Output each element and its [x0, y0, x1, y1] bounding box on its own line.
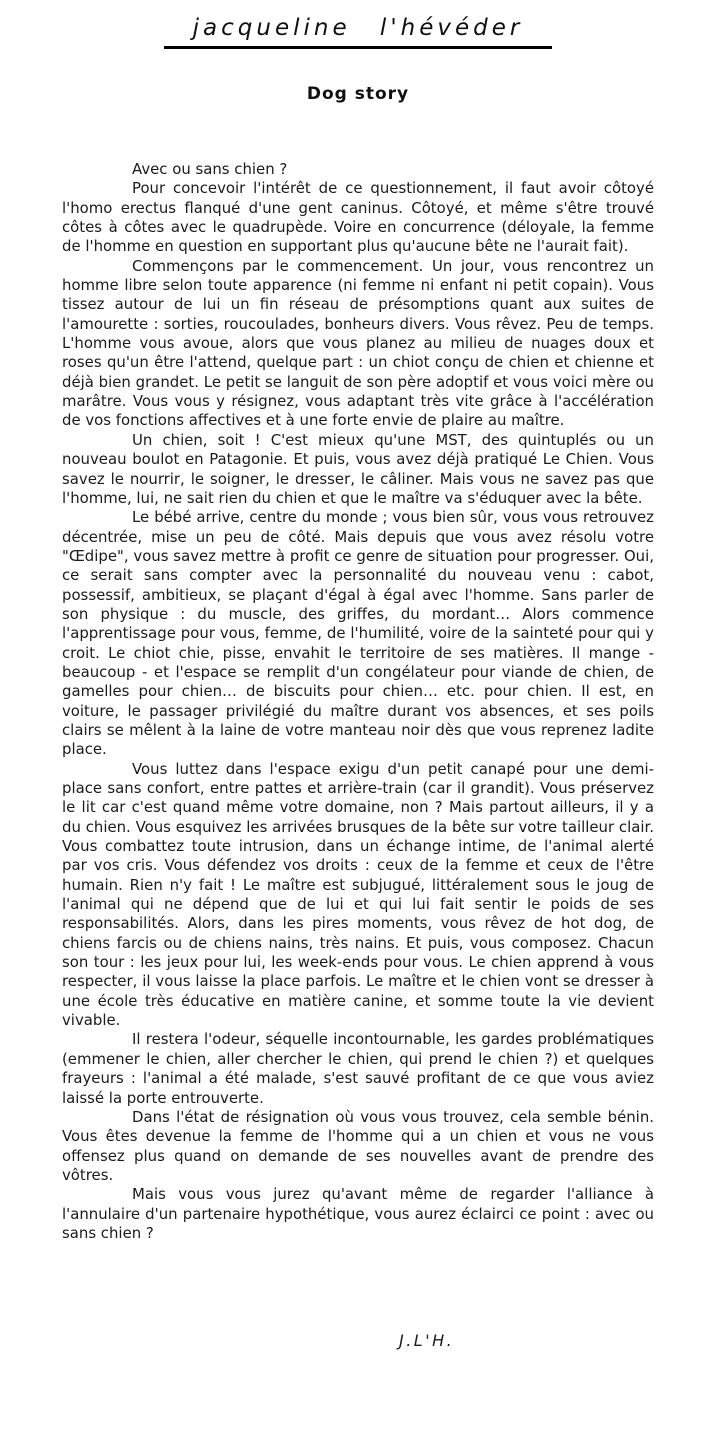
paragraph-3: Commençons par le commencement. Un jour, vous rencontrez un homme libre selon toute apparence (ni femme ni enfant ni petit copain). Vous tissez autour de lui un fin réseau de présomptions quant aux suites de l'amourette : sorties, roucoulades, bonheurs divers. Vous rêvez. Peu de temps. L'homme vous avoue, alors que vous planez au milieu de nuages doux et roses qu'un être l'attend, quelque part : un chiot conçu de chien et chienne et déjà bien grandet. Le petit se languit de son père adoptif et vous voici mère ou marâtre. Vous vous y résignez, vous adaptant très vite grâce à l'accélération de vos fonctions affectives et à une forte envie de plaire au maître.	[62, 256, 654, 430]
paragraph-9: Mais vous vous jurez qu'avant même de regarder l'alliance à l'annulaire d'un partenaire hypothétique, vous aurez éclairci ce point : avec ou sans chien ?	[62, 1185, 654, 1242]
paragraph-2: Pour concevoir l'intérêt de ce questionnement, il faut avoir côtoyé l'homo erectus flanqué d'une gent caninus. Côtoyé, et même s'être trouvé côtes à côtes avec le quadrupède. Voire en concurrence (déloyale, la femme de l'homme en question en supportant plus qu'aucune bête ne l'aurait fait).	[62, 179, 654, 256]
author-name: jacqueline l'hévéder	[192, 15, 524, 41]
paragraph-4: Un chien, soit ! C'est mieux qu'une MST, des quintuplés ou un nouveau boulot en Patagonie. Et puis, vous avez déjà pratiqué Le Chien. Vous savez le nourrir, le soigner, le dresser, le câliner. Mais vous ne savez pas que l'homme, lui, ne sait rien du chien et que le maître va s'éduquer avec la bête.	[62, 430, 654, 507]
paragraph-7: Il restera l'odeur, séquelle incontournable, les gardes problématiques (emmener le chien, aller chercher le chien, qui prend le chien ?) et quelques frayeurs : l'animal a été malade, s'est sauvé profitant de ce que vous aviez laissé la porte entrouverte.	[62, 1030, 654, 1107]
header-rule	[164, 46, 552, 49]
paragraph-8: Dans l'état de résignation où vous vous trouvez, cela semble bénin. Vous êtes devenue la femme de l'homme qui a un chien et vous ne vous offensez plus quand on demande de ses nouvelles avant de prendre des vôtres.	[62, 1107, 654, 1184]
article-body	[62, 160, 654, 1243]
paragraph-1: Avec ou sans chien ?	[132, 160, 288, 178]
document-title: Dog story	[306, 84, 410, 104]
signature-initials: J.L'H.	[399, 1331, 455, 1350]
paragraph-6: Vous luttez dans l'espace exigu d'un petit canapé pour une demi-place sans confort, entre pattes et arrière-train (car il grandit). Vous préservez le lit car c'est quand même votre domaine, non ? Mais partout ailleurs, il y a du chien. Vous esquivez les arrivées brusques de la bête sur votre tailleur clair. Vous combattez toute intrusion, dans un échange intime, de l'animal alerté par vos cris. Vous défendez vos droits : ceux de la femme et ceux de l'être humain. Rien n'y fait ! Le maître est subjugué, littéralement sous le joug de l'animal qui ne dépend que de lui et qui lui fait sentir le poids de ses responsabilités. Alors, dans les pires moments, vous rêvez de hot dog, de chiens farcis ou de chiens nains, très nains. Et puis, vous composez. Chacun son tour : les jeux pour lui, les week-ends pour vous. Le chien apprend à vous respecter, il vous laisse la place parfois. Le maître et le chien vont se dresser à une école très éducative en matière canine, et somme toute la vie devient vivable.	[62, 759, 654, 1030]
page-header	[0, 0, 716, 104]
paragraph-5: Le bébé arrive, centre du monde ; vous bien sûr, vous vous retrouvez décentrée, mise un peu de côté. Mais depuis que vous avez résolu votre "Œdipe", vous savez mettre à profit ce genre de situation pour progresser. Oui, ce serait sans compter avec la personnalité du nouveau venu : cabot, possessif, ambitieux, se plaçant d'égal à égal avec l'homme. Sans parler de son physique : du muscle, des griffes, du mordant… Alors commence l'apprentissage pour vous, femme, de l'humilité, voire de la sainteté pour qui y croit. Le chiot chie, pisse, envahit le territoire de ses matières. Il mange - beaucoup - et l'espace se remplit d'un congélateur pour viande de chien, de gamelles pour chien… de biscuits pour chien… etc. pour chien. Il est, en voiture, le passager privilégié du maître durant vos absences, et ses poils clairs se mêlent à la laine de votre manteau noir dès que vous reprenez ladite place.	[62, 508, 654, 759]
